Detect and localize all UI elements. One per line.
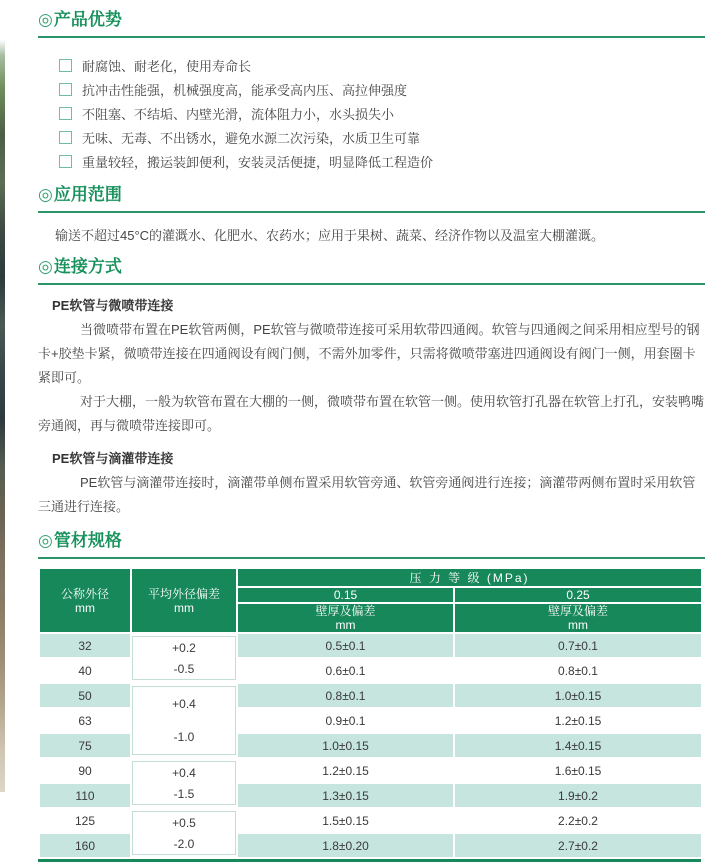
page-content [38, 0, 705, 862]
header-pressure-0.25: 0.25 [454, 587, 702, 603]
table-row [39, 758, 702, 783]
cell-wall-thickness-0.25: 1.6±0.15 [454, 758, 702, 783]
application-text: 输送不超过45°C的灌溉水、化肥水、农药水；应用于果树、蔬菜、经济作物以及温室大棚灌溉。 [55, 228, 605, 243]
cell-diameter-deviation [131, 633, 237, 683]
cell-nominal-diameter: 90 [39, 758, 131, 783]
checkbox-icon [59, 59, 72, 72]
cell-wall-thickness-0.25: 0.7±0.1 [454, 633, 702, 658]
list-item [59, 149, 705, 173]
list-item-text: 不阻塞、不结垢、内壁光滑，流体阻力小，水头损失小 [82, 106, 395, 122]
table-row [39, 808, 702, 833]
deviation-plus-value: +0.4 [172, 765, 196, 780]
connection-blocks [38, 297, 705, 519]
cell-wall-thickness-0.15: 0.8±0.1 [237, 683, 454, 708]
table-row [39, 633, 702, 658]
section-bullet-icon: ◎ [38, 10, 53, 29]
cell-diameter-deviation [131, 758, 237, 808]
cell-nominal-diameter: 110 [39, 783, 131, 808]
cell-wall-thickness-0.25: 1.2±0.15 [454, 708, 702, 733]
list-item [59, 77, 705, 101]
cell-wall-thickness-0.15: 0.5±0.1 [237, 633, 454, 658]
cell-nominal-diameter: 125 [39, 808, 131, 833]
checkbox-icon [59, 131, 72, 144]
connection-subheading: PE软管与滴灌带连接 [52, 451, 174, 466]
advantages-list [38, 53, 705, 173]
list-item [59, 53, 705, 77]
cell-wall-thickness-0.25: 1.9±0.2 [454, 783, 702, 808]
cell-nominal-diameter: 160 [39, 833, 131, 858]
section-title-specs: 管材规格 [53, 531, 122, 550]
cell-nominal-diameter: 50 [39, 683, 131, 708]
pipe-spec-table [38, 567, 703, 859]
deviation-minus-value: -1.5 [173, 786, 195, 801]
deviation-minus-value: -0.5 [173, 661, 195, 676]
cell-wall-thickness-0.25: 2.7±0.2 [454, 833, 702, 858]
cell-wall-thickness-0.25: 1.0±0.15 [454, 683, 702, 708]
deviation-plus-value: +0.2 [172, 640, 196, 655]
cell-wall-thickness-0.15: 1.2±0.15 [237, 758, 454, 783]
deviation-plus-value: +0.4 [172, 696, 196, 711]
cell-diameter-deviation [131, 808, 237, 858]
list-item-text: 抗冲击性能强，机械强度高，能承受高内压、高拉伸强度 [82, 82, 408, 98]
cell-wall-thickness-0.25: 2.2±0.2 [454, 808, 702, 833]
connection-paragraph: PE软管与滴灌带连接时，滴灌带单侧布置采用软管旁通、软管旁通阀进行连接；滴灌带两侧布置时采用软管三通进行连接。 [38, 475, 696, 514]
cell-wall-thickness-0.15: 1.8±0.20 [237, 833, 454, 858]
header-diameter-deviation: 平均外径偏差 mm [131, 568, 237, 633]
list-item [59, 125, 705, 149]
section-bullet-icon: ◎ [38, 185, 53, 204]
table-header-row [39, 568, 702, 587]
cell-nominal-diameter: 75 [39, 733, 131, 758]
cell-wall-thickness-0.15: 1.0±0.15 [237, 733, 454, 758]
checkbox-icon [59, 107, 72, 120]
header-pressure-grade: 压 力 等 级 (MPa) [237, 568, 702, 587]
header-wall-thickness-0.15: 壁厚及偏差 mm [237, 603, 454, 633]
cell-nominal-diameter: 40 [39, 658, 131, 683]
deviation-plus-value: +0.5 [172, 815, 196, 830]
section-header-specs [38, 532, 705, 559]
cell-wall-thickness-0.25: 0.8±0.1 [454, 658, 702, 683]
left-photo-strip [0, 0, 5, 792]
connection-paragraph: 对于大棚，一般为软管布置在大棚的一侧，微喷带布置在软管一侧。使用软管打孔器在软管上打孔，安装鸭嘴旁通阀，再与微喷带连接即可。 [38, 394, 705, 433]
checkbox-icon [59, 155, 72, 168]
table-row [39, 683, 702, 708]
section-title-application: 应用范围 [53, 185, 122, 204]
cell-wall-thickness-0.25: 1.4±0.15 [454, 733, 702, 758]
list-item-text: 无味、无毒、不出锈水，避免水源二次污染，水质卫生可靠 [82, 130, 421, 146]
header-nominal-diameter: 公称外径 mm [39, 568, 131, 633]
deviation-minus-value: -2.0 [173, 836, 195, 851]
section-title-connection: 连接方式 [53, 257, 122, 276]
list-item [59, 101, 705, 125]
cell-diameter-deviation [131, 683, 237, 758]
cell-wall-thickness-0.15: 0.9±0.1 [237, 708, 454, 733]
section-header-connection [38, 258, 705, 285]
header-pressure-0.15: 0.15 [237, 587, 454, 603]
section-header-application [38, 186, 705, 213]
deviation-minus-value: -1.0 [173, 730, 195, 745]
header-wall-thickness-0.25: 壁厚及偏差 mm [454, 603, 702, 633]
section-title-advantages: 产品优势 [53, 10, 122, 29]
cell-nominal-diameter: 32 [39, 633, 131, 658]
cell-nominal-diameter: 63 [39, 708, 131, 733]
checkbox-icon [59, 83, 72, 96]
connection-paragraph: 当微喷带布置在PE软管两侧，PE软管与微喷带连接可采用软带四通阀。软管与四通阀之间采用相应型号的钢卡+胶垫卡紧，微喷带连接在四通阀设有阀门侧，不需外加零件，只需将微喷带塞进四通阀设有阀门一侧，用套圈卡紧即可。 [38, 322, 700, 385]
list-item-text: 重量较轻，搬运装卸便利，安装灵活便捷，明显降低工程造价 [82, 154, 434, 170]
list-item-text: 耐腐蚀、耐老化，使用寿命长 [82, 58, 252, 74]
section-header-advantages [38, 11, 705, 38]
cell-wall-thickness-0.15: 0.6±0.1 [237, 658, 454, 683]
connection-subheading: PE软管与微喷带连接 [52, 298, 174, 313]
section-bullet-icon: ◎ [38, 257, 53, 276]
section-bullet-icon: ◎ [38, 531, 53, 550]
cell-wall-thickness-0.15: 1.3±0.15 [237, 783, 454, 808]
cell-wall-thickness-0.15: 1.5±0.15 [237, 808, 454, 833]
